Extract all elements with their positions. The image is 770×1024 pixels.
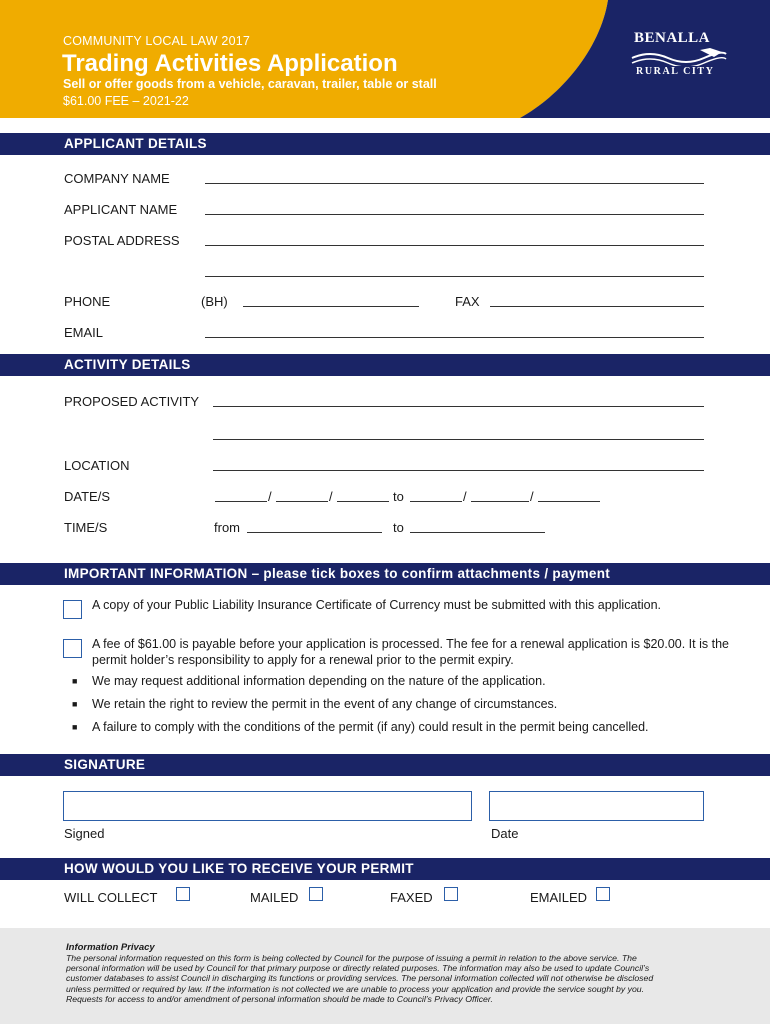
insurance-certificate-text: A copy of your Public Liability Insurance Certificate of Currency must be submitted with this application.	[92, 598, 662, 612]
privacy-text: The personal information requested on this form is being collected by Council for the purpose of issuing a permit in relation to the above service. The personal information will be used by Council for that primary purpose or directly related purposes. The information may also be used to update Council’s customer databases to assist Council in discharging its functions or providing services. The personal information collected will not otherwise be disclosed unless permitted or required by law. If the information is not collected we are unable to process your application and provide the service sought by you. Requests for access to and/or amendment of personal information should be made to Council’s Privacy Officer.	[66, 953, 654, 1004]
bullet-icon: ■	[72, 722, 78, 732]
fax-label: FAX	[455, 294, 480, 309]
mailed-checkbox[interactable]	[309, 887, 323, 901]
location-label: LOCATION	[64, 458, 130, 473]
times-from-label: from	[214, 520, 240, 535]
start-day-field[interactable]	[215, 501, 267, 502]
info-bullet-3: A failure to comply with the conditions of the permit (if any) could result in the permit being cancelled.	[92, 720, 649, 734]
dates-to-label: to	[393, 489, 404, 504]
end-day-field[interactable]	[410, 501, 462, 502]
fee-payment-text: A fee of $61.00 is payable before your application is processed. The fee for a renewal application is $20.00. It is the permit holder’s responsibility to apply for a renewal prior to the permit expiry.	[92, 637, 729, 667]
date-separator: /	[463, 489, 467, 504]
postal-address-field-line2[interactable]	[205, 276, 704, 277]
will-collect-checkbox[interactable]	[176, 887, 190, 901]
important-information-heading: IMPORTANT INFORMATION – please tick boxes to confirm attachments / payment	[0, 563, 770, 585]
will-collect-label: WILL COLLECT	[64, 890, 158, 905]
benalla-logo	[630, 26, 730, 82]
end-year-field[interactable]	[538, 501, 600, 502]
bullet-icon: ■	[72, 676, 78, 686]
privacy-title: Information Privacy	[66, 942, 155, 953]
date-separator: /	[329, 489, 333, 504]
faxed-checkbox[interactable]	[444, 887, 458, 901]
company-name-label: COMPANY NAME	[64, 171, 170, 186]
info-bullet-1: We may request additional information depending on the nature of the application.	[92, 674, 546, 688]
date-separator: /	[530, 489, 534, 504]
email-label: EMAIL	[64, 325, 104, 340]
email-field[interactable]	[205, 337, 704, 338]
proposed-activity-field-line2[interactable]	[213, 439, 704, 440]
info-bullet-2: We retain the right to review the permit in the event of any change of circumstances.	[92, 697, 558, 711]
proposed-activity-field-line1[interactable]	[213, 406, 704, 407]
time-from-field[interactable]	[247, 532, 382, 533]
dates-label: DATE/S	[64, 489, 110, 504]
times-to-label: to	[393, 520, 404, 535]
fee-label: $61.00 FEE – 2021-22	[63, 94, 189, 108]
location-field[interactable]	[213, 470, 704, 471]
postal-address-field-line1[interactable]	[205, 245, 704, 246]
time-to-field[interactable]	[410, 532, 545, 533]
applicant-name-field[interactable]	[205, 214, 704, 215]
signed-label: Signed	[64, 826, 105, 841]
phone-field[interactable]	[243, 306, 419, 307]
signature-date-field[interactable]	[489, 791, 704, 821]
date-separator: /	[268, 489, 272, 504]
signature-heading: SIGNATURE	[0, 754, 770, 776]
emailed-checkbox[interactable]	[596, 887, 610, 901]
fax-field[interactable]	[490, 306, 704, 307]
insurance-certificate-checkbox[interactable]	[63, 600, 82, 619]
mailed-label: MAILED	[250, 890, 299, 905]
local-law-label: COMMUNITY LOCAL LAW 2017	[63, 34, 251, 48]
page-subtitle: Sell or offer goods from a vehicle, caravan, trailer, table or stall	[63, 77, 437, 91]
emailed-label: EMAILED	[530, 890, 588, 905]
applicant-details-heading: APPLICANT DETAILS	[0, 133, 770, 155]
faxed-label: FAXED	[390, 890, 433, 905]
company-name-field[interactable]	[205, 183, 704, 184]
phone-bh-label: (BH)	[201, 294, 228, 309]
applicant-name-label: APPLICANT NAME	[64, 202, 178, 217]
phone-label: PHONE	[64, 294, 111, 309]
proposed-activity-label: PROPOSED ACTIVITY	[64, 394, 200, 409]
receive-permit-heading: HOW WOULD YOU LIKE TO RECEIVE YOUR PERMIT	[0, 858, 770, 880]
logo-top-text: BENALLA	[634, 30, 711, 46]
times-label: TIME/S	[64, 520, 108, 535]
start-month-field[interactable]	[276, 501, 328, 502]
activity-details-heading: ACTIVITY DETAILS	[0, 354, 770, 376]
logo-bottom-text: RURAL CITY	[636, 66, 715, 77]
form-header	[0, 0, 770, 118]
date-label: Date	[491, 826, 519, 841]
fee-payment-checkbox[interactable]	[63, 639, 82, 658]
postal-address-label: POSTAL ADDRESS	[64, 233, 180, 248]
page-title: Trading Activities Application	[62, 50, 398, 77]
start-year-field[interactable]	[337, 501, 389, 502]
logo-wave-icon	[630, 48, 730, 66]
signature-field[interactable]	[63, 791, 472, 821]
bullet-icon: ■	[72, 699, 78, 709]
end-month-field[interactable]	[471, 501, 529, 502]
